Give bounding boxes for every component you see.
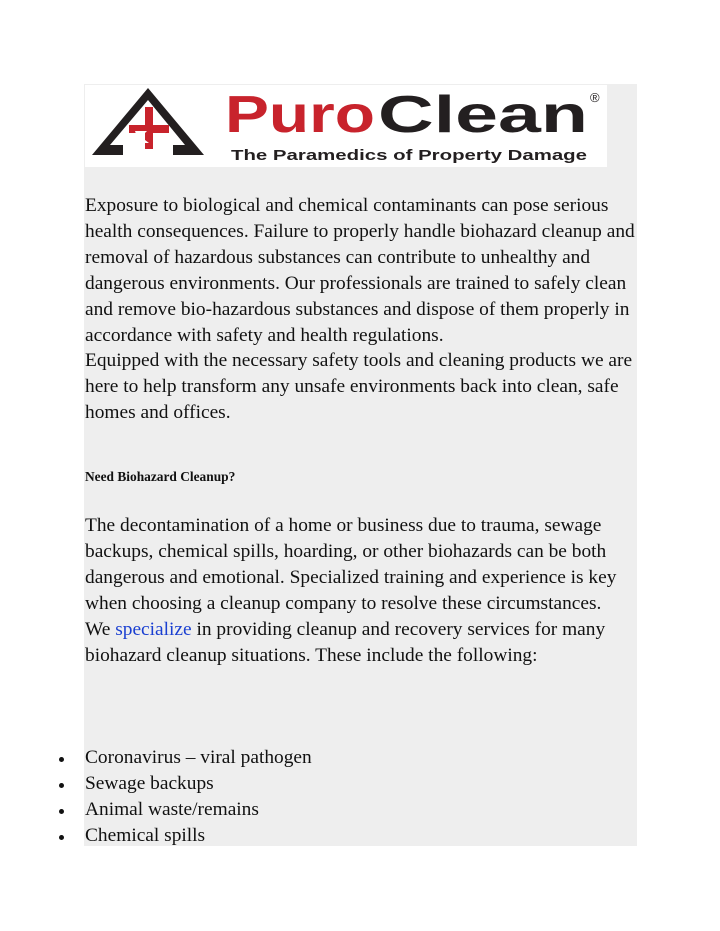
bullet-icon [59, 783, 64, 788]
list-item-label: Animal waste/remains [85, 798, 259, 820]
bullet-icon [59, 757, 64, 762]
list-item [57, 797, 312, 823]
section-p2-before: We [85, 618, 116, 640]
list-item [57, 823, 312, 849]
list-item-label: Sewage backups [85, 772, 214, 794]
section-paragraph-2 [85, 617, 637, 669]
section-text [85, 513, 637, 668]
specialize-link[interactable]: specialize [115, 618, 192, 640]
puroclean-logo [85, 85, 607, 167]
list-item [57, 771, 312, 797]
section-p2-after: in providing cleanup and recovery services for many biohazard cleanup situations. These include the following: [85, 618, 606, 666]
brand-tagline: The Paramedics of Property Damage [231, 147, 587, 164]
section-heading: Need Biohazard Cleanup? [85, 469, 236, 484]
puroclean-logo-graphic [85, 85, 607, 167]
registered-mark: ® [590, 90, 600, 105]
list-item-label: Coronavirus – viral pathogen [85, 747, 312, 768]
intro-text [85, 193, 637, 426]
intro-paragraph-1: Exposure to biological and chemical contaminants can pose serious health consequences. Failure to properly handle biohazard cleanup and removal of hazardous substances can contribute to unhealthy and dangerous environments. Our professionals are trained to safely clean and remove bio-hazardous substances and dispose of them properly in accordance with safety and health regulations. [85, 195, 635, 346]
house-cross-icon [92, 88, 204, 155]
bullet-icon [59, 835, 64, 840]
intro-paragraph-2: Equipped with the necessary safety tools and cleaning products we are here to help transform any unsafe environments back into clean, safe homes and offices. [85, 350, 633, 424]
section-paragraph-1: The decontamination of a home or business due to trauma, sewage backups, chemical spills, hoarding, or other biohazards can be both dangerous and emotional. Specialized training and experience is key when choosing a cleanup company to resolve these circumstances. [85, 515, 617, 614]
brand-clean: Clean [378, 86, 588, 144]
brand-puro: Puro [225, 86, 375, 144]
bullet-icon [59, 809, 64, 814]
biohazard-list [57, 745, 312, 849]
list-item-label: Chemical spills [85, 824, 206, 846]
list-item [57, 745, 312, 771]
